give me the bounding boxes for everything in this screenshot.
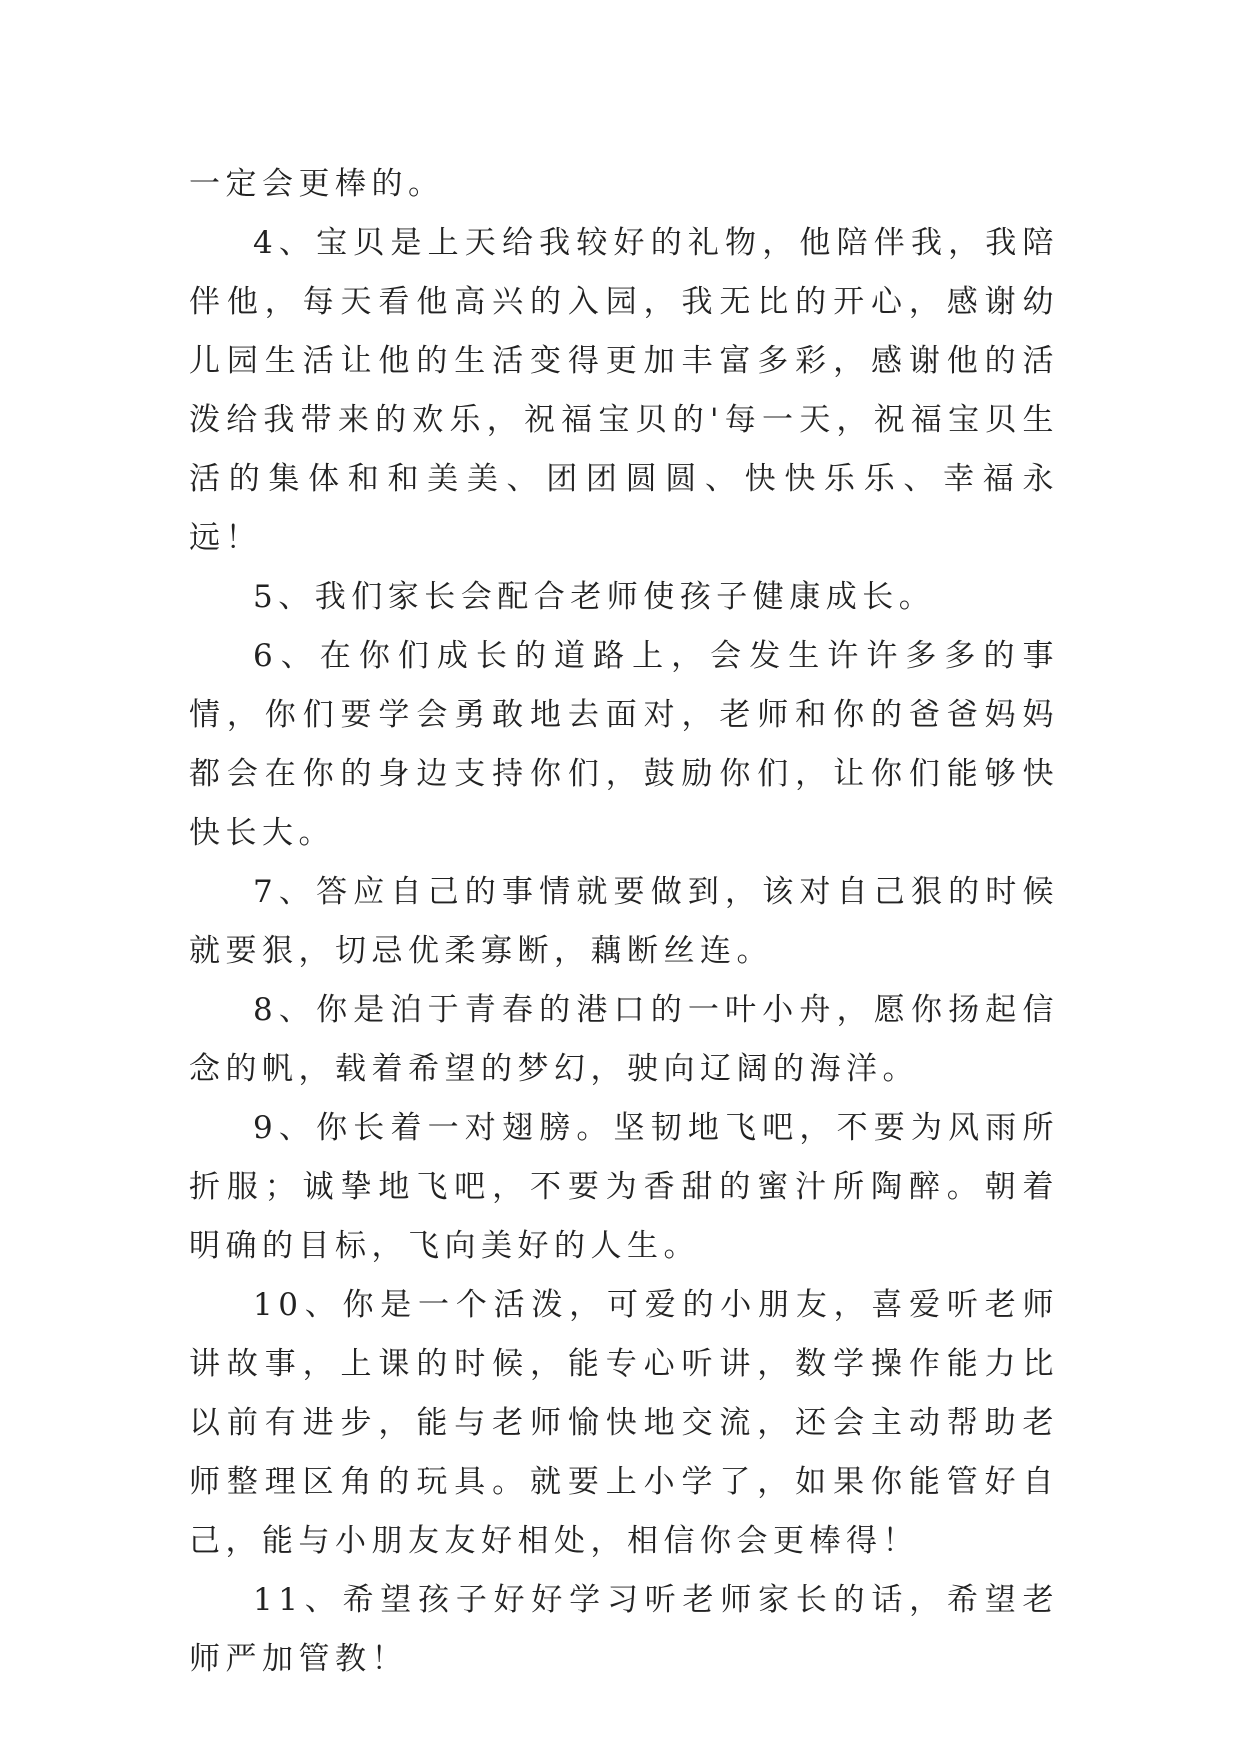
paragraph-item-6: 6、在你们成长的道路上，会发生许许多多的事情，你们要学会勇敢地去面对，老师和你的爸爸妈妈都会在你的身边支持你们，鼓励你们，让你们能够快快长大。: [189, 638, 1059, 851]
paragraph-item-11: 11、希望孩子好好学习听老师家长的话，希望老师严加管教！: [189, 1582, 1059, 1677]
paragraph-continuation: 一定会更棒的。: [189, 166, 445, 202]
paragraph-item-5: 5、我们家长会配合老师使孩子健康成长。: [253, 579, 936, 615]
document-body: [189, 155, 1059, 1689]
paragraph-item-10: 10、你是一个活泼，可爱的小朋友，喜爱听老师讲故事，上课的时候，能专心听讲，数学操作能力比以前有进步，能与老师愉快地交流，还会主动帮助老师整理区角的玩具。就要上小学了，如果你能管好自己，能与小朋友友好相处，相信你会更棒得！: [189, 1287, 1059, 1559]
paragraph-item-4: 4、宝贝是上天给我较好的礼物，他陪伴我，我陪伴他，每天看他高兴的入园，我无比的开心，感谢幼儿园生活让他的生活变得更加丰富多彩，感谢他的活泼给我带来的欢乐，祝福宝贝的'每一天，祝福宝贝生活的集体和和美美、团团圆圆、快快乐乐、幸福永远！: [189, 225, 1059, 556]
paragraph-item-9: 9、你长着一对翅膀。坚韧地飞吧，不要为风雨所折服；诚挚地飞吧，不要为香甜的蜜汁所陶醉。朝着明确的目标，飞向美好的人生。: [189, 1110, 1059, 1264]
paragraph-item-8: 8、你是泊于青春的港口的一叶小舟，愿你扬起信念的帆，载着希望的梦幻，驶向辽阔的海洋。: [189, 992, 1059, 1087]
paragraph-item-7: 7、答应自己的事情就要做到，该对自己狠的时候就要狠，切忌优柔寡断，藕断丝连。: [189, 874, 1059, 969]
